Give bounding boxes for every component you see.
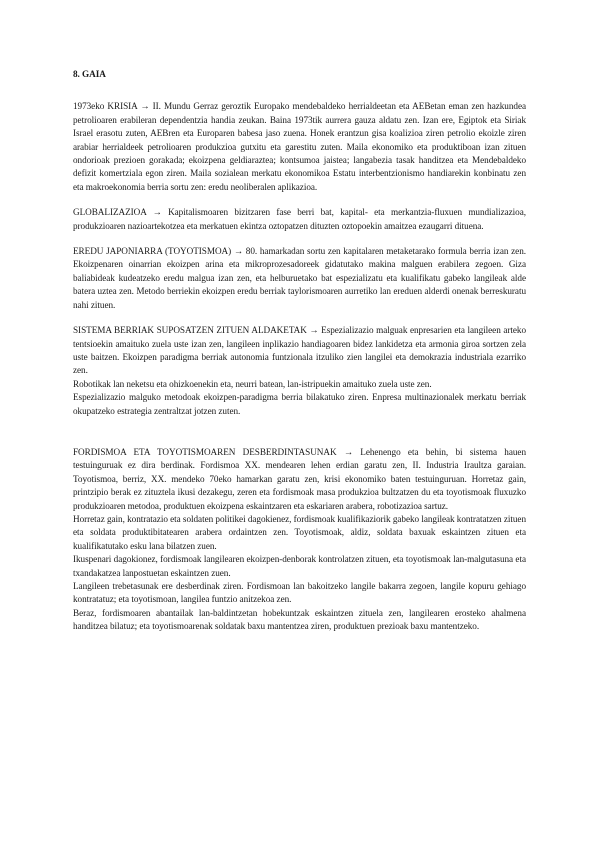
paragraph-sistema-berriak: SISTEMA BERRIAK SUPOSATZEN ZITUEN ALDAKETAK → Espezializazio malguak enpresarien eta langileen arteko tentsioekin amaituko zuela uste izan zen, langileen inplikazio handiagoaren bidez lankidetza eta armonia giroa sortzen zela uste baitzen. Ekoizpen paradigma berriak autonomia funtzionala itzuliko zien langilei eta demokrazia industriala ezarriko zen. xyxy=(73,325,526,376)
paragraph-globalizazioa: GLOBALIZAZIOA → Kapitalismoaren bizitzaren fase berri bat, kapital- eta merkantzia-fluxuen mundializazioa, produkzioaren nazioartekotzea eta merkatuen ekintza oztopatzen dituzten oztopoekin amaitzea ezaugarri dituena. xyxy=(73,207,526,231)
section-krisia xyxy=(73,100,526,194)
paragraph-trebetasunak: Langileen trebetasunak ere desberdinak ziren. Fordismoan lan bakoitzeko langile bakarra zegoen, langile kopuru gehiago kontratatuz; eta toyotismoan, langilea funtzio anitzekoa zen. xyxy=(73,581,526,605)
paragraph-eredu-japoniarra: EREDU JAPONIARRA (TOYOTISMOA) → 80. hamarkadan sortu zen kapitalaren metaketarako formula berria izan zen. Ekoizpenaren oinarrian ekoizpen arina eta mikroprozesadoreek gidatutako makina malguen erabilera zegoen. Giza baliabideak kudeatzeko eredu malgua izan zen, eta helburuetako bat espezializatu eta kualifikatu gabeko langileak alde batera uztea zen. Metodo berriekin ekoizpen eredu berriak taylorismoaren aurretiko lan ereduen alderdi onenak berreskuratu nahi zituen. xyxy=(73,246,526,310)
section-globalizazioa xyxy=(73,206,526,233)
paragraph-ikuspena: Ikuspenari dagokionez, fordismoak langilearen ekoizpen-denborak kontrolatzen zituen, eta toyotismoak lan-malgutasuna eta txandakatzea lanpostuetan eskaintzen zuen. xyxy=(73,554,526,578)
paragraph-robotika: Robotikak lan neketsu eta ohizkoenekin eta, neurri batean, lan-istripuekin amaituko zuela uste zen. xyxy=(73,378,432,389)
paragraph-espezializazio: Espezializazio malguko metodoak ekoizpen-paradigma berria bilakatuko ziren. Enpresa multinazionalek merkatu berriak okupatzeko estrategia zentraltzat jotzen zuten. xyxy=(73,392,526,416)
document-body xyxy=(73,68,526,646)
chapter-heading: 8. GAIA xyxy=(73,69,106,79)
paragraph-krisia: 1973eko KRISIA → II. Mundu Gerraz geroztik Europako mendebaldeko herrialdeetan eta AEBetan eman zen hazkundea petrolioaren erabileran dependentzia handia zeukan. Baina 1973tik aurrera gauza aldatu zen. Izan ere, Egiptok eta Siriak Israel erasotu zuten, AEBren eta Europaren babesa jaso zuena. Honek erantzun gisa koalizioa ziren petrolio ekoizle ziren arabiar herrialdeek petrolioaren produkzioa gutxitu eta garestitu zuten. Maila ekonomiko eta produktiboan izan zituen ondorioak prezioen gorakada; ekoizpena geldiaraztea; kontsumoa jaistea; langabezia tasak handitzea eta Mendebaldeko defizit komertziala egon ziren. Maila sozialean merkatu ekonomikoa Estatu interbentzionismo handiarekin konbinatu zen eta makroekonomia berria sortu zen: eredu neoliberalen aplikazioa. xyxy=(73,101,526,192)
paragraph-kontratazioa: Horretaz gain, kontratazio eta soldaten politikei dagokienez, fordismoak kualifikaziorik gabeko langileak kontratatzen zituen eta soldata produktibitatearen arabera ordaintzen zen. Toyotismoak, aldiz, soldata baxuak eskaintzen zituen eta kualifikatutako esku lana bilatzen zuen. xyxy=(73,513,526,551)
paragraph-beraz: Beraz, fordismoaren abantailak lan-baldintzetan hobekuntzak eskaintzen zituela zen, langilearen erosteko ahalmena handitzea bilatuz; eta toyotismoarenak soldatak baxu mantentzea ziren, produktuen prezioak baxu mantentzeko. xyxy=(73,607,526,632)
paragraph-fordismoa-intro: FORDISMOA ETA TOYOTISMOAREN DESBERDINTASUNAK → Lehenengo eta behin, bi sistema hauen testuinguruak ez dira berdinak. Fordismoa XX. mendearen lehen erdian garatu zen, II. Industria Iraultza garaian. Toyotismoa, berriz, XX. mendeko 70eko hamarkan garatu zen, krisi ekonomiko baten testuinguruan. Horretaz gain, printzipio berak ez zituztela ikusi dezakegu, zeren eta fordismoak masa produkzioa bultzatzen du eta toyotismoak fluxuzko produkzioaren metodoa, produktuen ekoizpena eskaintzaren eta eskariaren arabera, robotizazioa sartuz. xyxy=(73,446,526,511)
section-sistema-berriak xyxy=(73,324,526,418)
section-fordismoa xyxy=(73,446,526,634)
section-eredu-japoniarra xyxy=(73,245,526,312)
